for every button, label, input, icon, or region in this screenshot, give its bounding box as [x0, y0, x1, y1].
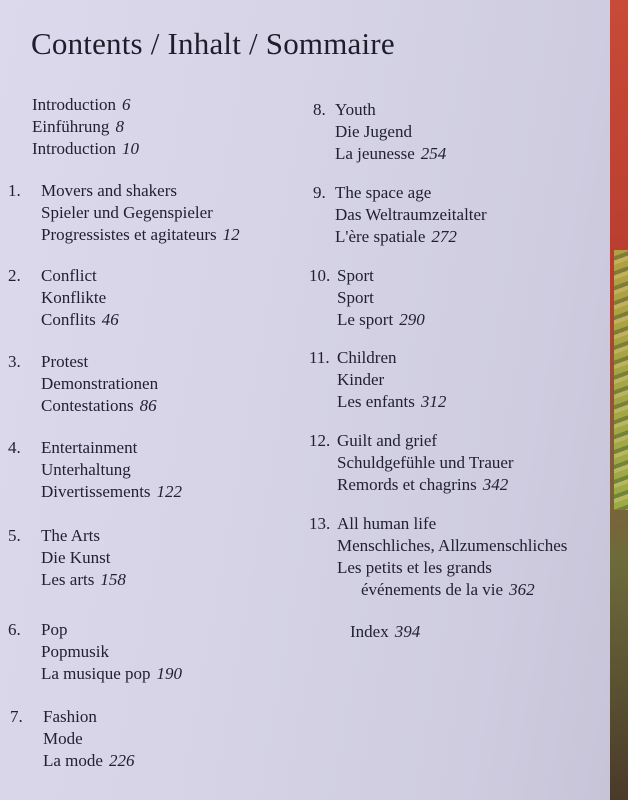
chapter-titles: [41, 525, 126, 591]
chapter-title-text: Movers and shakers: [41, 181, 177, 200]
page-number: 10: [122, 139, 140, 158]
intro-label: Introduction: [32, 95, 117, 114]
chapter-titles: [337, 347, 446, 413]
page-number: 158: [100, 570, 126, 589]
intro-label: Introduction: [32, 139, 117, 158]
chapter-title-text: Conflict: [41, 266, 97, 285]
page-number: 86: [139, 396, 157, 415]
chapter-title-line: [335, 99, 446, 121]
page-number: 312: [420, 392, 447, 411]
page-number: 46: [101, 310, 119, 329]
chapter-titles: [337, 430, 514, 496]
page-number: 6: [122, 95, 131, 114]
page-number: 8: [115, 117, 124, 136]
chapter-number: 13.: [309, 514, 331, 533]
page-number: 190: [156, 664, 183, 683]
chapter-number: 6.: [8, 620, 21, 639]
chapter-title-text: The space age: [335, 183, 432, 202]
chapter-number: 11.: [309, 348, 330, 367]
intro-label: Einführung: [32, 117, 110, 136]
intro-item: [32, 138, 139, 160]
chapter-number: 7.: [10, 707, 23, 726]
chapter-title-text: La mode: [43, 751, 103, 770]
chapter-title-text: All human life: [337, 514, 437, 533]
chapter-title-text: La musique pop: [41, 664, 151, 683]
chapter-title-line: [41, 459, 182, 481]
chapter-title-text: Menschliches, Allzumenschliches: [337, 536, 568, 555]
chapter-title-line: [337, 309, 425, 331]
page-number: 226: [108, 751, 135, 770]
chapter-title-text: Les petits et les grands: [337, 558, 492, 577]
chapter-title-text: Fashion: [43, 707, 97, 726]
chapter-titles: [335, 99, 446, 165]
chapter-title-text: Children: [337, 348, 397, 367]
chapter-title-line: [43, 728, 134, 750]
chapter-title-text: Das Weltraumzeitalter: [335, 205, 487, 224]
chapter-title-text: La jeunesse: [335, 144, 415, 163]
chapter-title-line: [41, 224, 240, 246]
chapter-title-text: Progressistes et agitateurs: [41, 225, 217, 244]
chapter-title-line: [41, 437, 182, 459]
chapter-number: 1.: [8, 181, 21, 200]
chapter-titles: [41, 265, 119, 331]
page-number: 342: [482, 475, 509, 494]
chapter-title-line: [337, 391, 446, 413]
chapter-number: 12.: [309, 431, 331, 450]
chapter-title-line: [337, 347, 446, 369]
chapter-title-line: [337, 369, 446, 391]
chapter-title-line: [41, 619, 182, 641]
chapter-title-text: Die Kunst: [41, 548, 111, 567]
chapter-title-line: [41, 395, 158, 417]
chapter-title-line: [335, 182, 487, 204]
page-number: 362: [509, 580, 535, 599]
page-number: 254: [420, 144, 447, 163]
chapter-title-text: The Arts: [41, 526, 101, 545]
chapter-title-text: Die Jugend: [335, 122, 412, 141]
chapter-title-line: [337, 287, 425, 309]
chapter-number: 2.: [8, 266, 21, 285]
chapter-title-text: L'ère spatiale: [335, 227, 426, 246]
chapter-title-line: [335, 121, 446, 143]
chapter-title-text: Les enfants: [337, 392, 415, 411]
page-number: 290: [399, 310, 425, 329]
page-number: 272: [431, 227, 457, 246]
chapter-titles: [41, 437, 182, 503]
chapter-title-line: [41, 309, 119, 331]
chapter-title-line: [41, 547, 126, 569]
page-number: 12: [222, 225, 240, 244]
chapter-title-text: Kinder: [337, 370, 385, 389]
chapter-number: 4.: [8, 438, 21, 457]
chapter-title-line: [43, 750, 134, 772]
chapter-title-text: événements de la vie: [361, 580, 504, 599]
intro-list: [32, 94, 139, 160]
chapter-title-line: [335, 226, 487, 248]
chapter-number: 8.: [313, 100, 326, 119]
chapter-title-line: [337, 557, 567, 579]
chapter-titles: [41, 351, 158, 417]
chapter-title-text: Konflikte: [41, 288, 107, 307]
chapter-title-line: [337, 430, 514, 452]
chapter-title-line: [41, 525, 126, 547]
chapter-title-text: Schuldgefühle und Trauer: [337, 453, 514, 472]
chapter-number: 5.: [8, 526, 21, 545]
chapter-title-text: Youth: [335, 100, 376, 119]
chapter-number: 9.: [313, 183, 326, 202]
chapter-title-line: [337, 513, 567, 535]
chapter-number: 10.: [309, 266, 331, 285]
chapter-title-text: Spieler und Gegenspieler: [41, 203, 213, 222]
book-edge-pattern: [614, 250, 628, 510]
intro-item: [32, 94, 139, 116]
chapter-title-text: Les arts: [41, 570, 95, 589]
chapter-titles: [337, 513, 567, 601]
chapter-title-line: [41, 663, 182, 685]
chapter-title-text: Contestations: [41, 396, 134, 415]
chapter-title-text: Sport: [337, 266, 374, 285]
intro-item: [32, 116, 139, 138]
chapter-title-text: Sport: [337, 288, 374, 307]
chapter-title-line: [335, 204, 487, 226]
chapter-title-text: Remords et chagrins: [337, 475, 477, 494]
chapter-title-text: Conflits: [41, 310, 96, 329]
chapter-title-line: [41, 641, 182, 663]
chapter-titles: [335, 182, 487, 248]
chapter-titles: [43, 706, 134, 772]
page-number: 394: [394, 622, 421, 641]
chapter-title-line: [41, 569, 126, 591]
chapter-title-line: [337, 474, 514, 496]
chapter-title-line: [337, 535, 567, 557]
chapter-titles: [337, 265, 425, 331]
chapter-title-text: Le sport: [337, 310, 394, 329]
chapter-title-text: Guilt and grief: [337, 431, 438, 450]
chapter-title-line: [41, 373, 158, 395]
chapter-title-line: [41, 481, 182, 503]
index-label: Index: [350, 622, 389, 641]
chapter-title-line: [43, 706, 134, 728]
chapter-title-text: Unterhaltung: [41, 460, 131, 479]
chapter-title-line: [337, 452, 514, 474]
chapter-title-text: Demonstrationen: [41, 374, 159, 393]
chapter-title-line: [41, 351, 158, 373]
chapter-number: 3.: [8, 352, 21, 371]
index-entry: [350, 622, 420, 642]
chapter-title-line: [337, 265, 425, 287]
chapter-titles: [41, 619, 182, 685]
chapter-title-line: [41, 265, 119, 287]
chapter-title-text: Mode: [43, 729, 83, 748]
chapter-title-text: Pop: [41, 620, 68, 639]
chapter-title-line: [335, 143, 446, 165]
chapter-titles: [41, 180, 240, 246]
page-title: Contents / Inhalt / Sommaire: [31, 26, 395, 61]
chapter-title-line: [337, 579, 567, 601]
chapter-title-line: [41, 180, 240, 202]
chapter-title-text: Popmusik: [41, 642, 110, 661]
chapter-title-text: Divertissements: [41, 482, 151, 501]
chapter-title-text: Protest: [41, 352, 89, 371]
chapter-title-line: [41, 202, 240, 224]
chapter-title-line: [41, 287, 119, 309]
chapter-title-text: Entertainment: [41, 438, 138, 457]
page-number: 122: [156, 482, 183, 501]
